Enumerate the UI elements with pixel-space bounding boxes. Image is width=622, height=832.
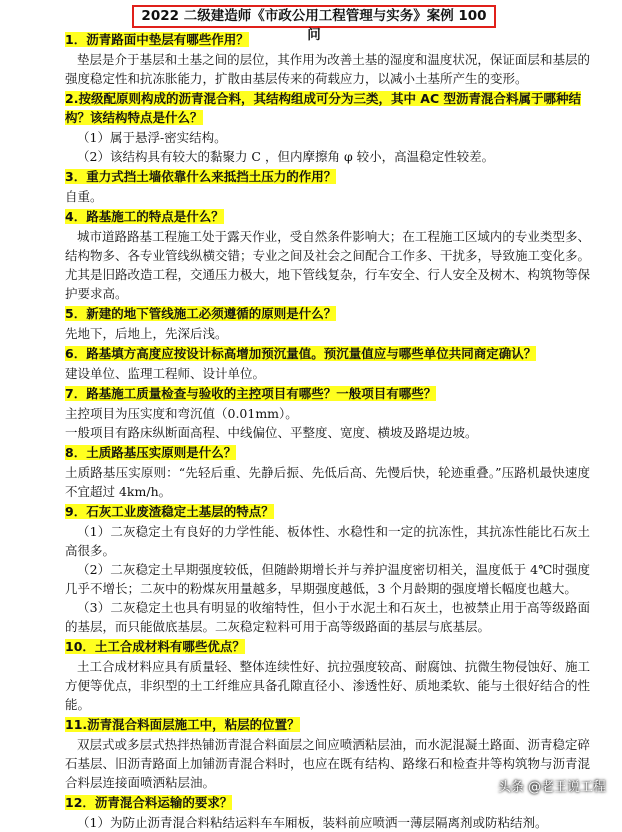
answer-9-1: （1）二灰稳定土有良好的力学性能、板体性、水稳性和一定的抗冻性，其抗冻性能比石灰土高很多。 xyxy=(65,524,590,558)
question-12: 12．沥青混合料运输的要求？ xyxy=(65,795,233,810)
question-4: 4．路基施工的特点是什么？ xyxy=(65,209,224,224)
answer-9-2: （2）二灰稳定土早期强度较低，但随龄期增长并与养护温度密切相关，温度低于 4℃时强度几乎不增长；二灰中的粉煤灰用量越多，早期强度越低，3 个月龄期的强度增长幅度也越大。 xyxy=(65,562,590,596)
answer-7-1: 主控项目为压实度和弯沉值（0.01mm）。 xyxy=(65,406,298,421)
answer-8: 土质路基压实原则：“先轻后重、先静后振、先低后高、先慢后快，轮迹重叠。”压路机最快速度不宜超过 4km/h。 xyxy=(65,465,590,499)
answer-10: 土工合成材料应具有质量轻、整体连续性好、抗拉强度较高、耐腐蚀、抗微生物侵蚀好、施工方便等优点，非织型的土工纤维应具备孔隙直径小、渗透性好、质地柔软、能与土很好结合的性能。 xyxy=(65,659,591,712)
question-11: 11.沥青混合料面层施工中，粘层的位置？ xyxy=(65,717,300,732)
watermark: 头条 @老王说工程 xyxy=(497,780,606,795)
document-title: 2022 二级建造师《市政公用工程管理与实务》案例 100 问 xyxy=(132,5,496,28)
question-5: 5．新建的地下管线施工必须遵循的原则是什么？ xyxy=(65,306,337,321)
answer-11: 双层式或多层式热拌热铺沥青混合料面层之间应喷洒粘层油，而水泥混凝土路面、沥青稳定碎石基层、旧沥青路面上加铺沥青混合料时，也应在既有结构、路缘石和检查井等构筑物与沥青混合料层连接面喷洒粘层油。 xyxy=(65,737,591,790)
question-3: 3．重力式挡土墙依靠什么来抵挡土压力的作用？ xyxy=(65,169,337,184)
answer-6: 建设单位、监理工程师、设计单位。 xyxy=(65,366,266,381)
answer-7-2: 一般项目有路床纵断面高程、中线偏位、平整度、宽度、横坡及路堤边坡。 xyxy=(65,425,478,440)
answer-5: 先地下，后地上，先深后浅。 xyxy=(65,326,228,341)
question-2: 2.按级配原则构成的沥青混合料，其结构组成可分为三类，其中 AC 型沥青混合料属于哪种结构？该结构特点是什么？ xyxy=(65,91,581,125)
question-7: 7．路基施工质量检查与验收的主控项目有哪些？一般项目有哪些？ xyxy=(65,386,437,401)
answer-9-3: （3）二灰稳定土也具有明显的收缩特性，但小于水泥土和石灰土，也被禁止用于高等级路面的基层，而只能做底基层。二灰稳定粒料可用于高等级路面的基层与底基层。 xyxy=(65,600,590,634)
question-10: 10．土工合成材料有哪些优点？ xyxy=(65,639,245,654)
question-6: 6．路基填方高度应按设计标高增加预沉量值。预沉量值应与哪些单位共同商定确认？ xyxy=(65,346,537,361)
question-9: 9．石灰工业废渣稳定土基层的特点？ xyxy=(65,504,274,519)
answer-1: 垫层是介于基层和土基之间的层位，其作用为改善土基的湿度和温度状况，保证面层和基层的强度稳定性和抗冻胀能力，扩散由基层传来的荷载应力，以减小土基所产生的变形。 xyxy=(65,52,590,86)
answer-4: 城市道路路基工程施工处于露天作业，受自然条件影响大；在工程施工区域内的专业类型多、结构物多、各专业管线纵横交错；专业之间及社会之间配合工作多、干扰多，导致施工变化多。尤其是旧路改造工程，交通压力极大，地下管线复杂，行车安全、行人安全及树木、构筑物等保护要求高。 xyxy=(65,229,591,301)
answer-2-1: （1）属于悬浮-密实结构。 xyxy=(77,130,227,145)
answer-12: （1）为防止沥青混合料粘结运料车车厢板，装料前应喷洒一薄层隔离剂或防粘结剂。 xyxy=(77,815,548,830)
answer-3: 自重。 xyxy=(65,189,103,204)
document-body xyxy=(0,29,622,832)
question-1: 1．沥青路面中垫层有哪些作用？ xyxy=(65,32,249,47)
question-8: 8．土质路基压实原则是什么？ xyxy=(65,445,237,460)
answer-2-2: （2）该结构具有较大的黏聚力 C ，但内摩擦角 φ 较小，高温稳定性较差。 xyxy=(77,149,495,164)
